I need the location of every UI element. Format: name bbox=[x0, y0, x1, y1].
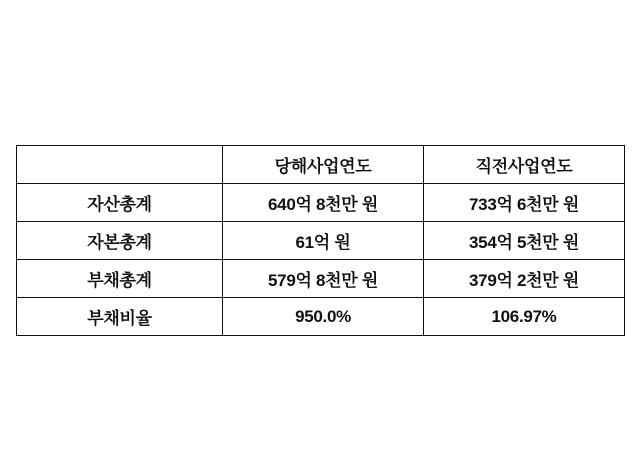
cell-total-assets-previous: 733억 6천만 원 bbox=[424, 184, 625, 222]
row-label-total-liabilities: 부채총계 bbox=[17, 260, 223, 298]
cell-total-liabilities-previous: 379억 2천만 원 bbox=[424, 260, 625, 298]
cell-total-equity-current: 61억 원 bbox=[223, 222, 424, 260]
row-label-total-assets: 자산총계 bbox=[17, 184, 223, 222]
cell-total-equity-previous: 354억 5천만 원 bbox=[424, 222, 625, 260]
table-row bbox=[17, 222, 625, 260]
cell-total-assets-current: 640억 8천만 원 bbox=[223, 184, 424, 222]
table-row bbox=[17, 260, 625, 298]
table-row bbox=[17, 184, 625, 222]
cell-total-liabilities-current: 579억 8천만 원 bbox=[223, 260, 424, 298]
cell-debt-ratio-previous: 106.97% bbox=[424, 298, 625, 336]
table-header-row bbox=[17, 146, 625, 184]
column-header-current-year: 당해사업연도 bbox=[223, 146, 424, 184]
financial-summary-table bbox=[16, 145, 625, 336]
column-header-previous-year: 직전사업연도 bbox=[424, 146, 625, 184]
row-label-debt-ratio: 부채비율 bbox=[17, 298, 223, 336]
table-corner-cell bbox=[17, 146, 223, 184]
table-row bbox=[17, 298, 625, 336]
table-header bbox=[17, 146, 625, 184]
financial-summary-table-container bbox=[16, 145, 624, 336]
cell-debt-ratio-current: 950.0% bbox=[223, 298, 424, 336]
row-label-total-equity: 자본총계 bbox=[17, 222, 223, 260]
table-body bbox=[17, 184, 625, 336]
